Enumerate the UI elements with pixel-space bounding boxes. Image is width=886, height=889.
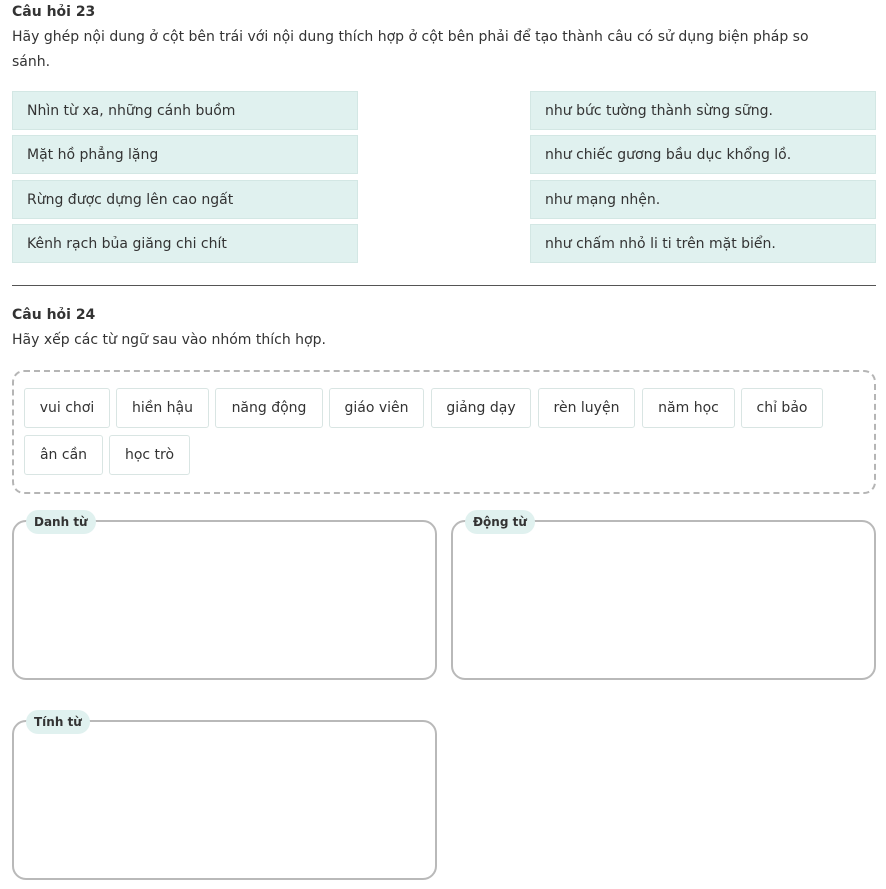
word-bank[interactable] (12, 370, 876, 494)
question-divider (12, 285, 876, 286)
question-24-instruction: Hãy xếp các từ ngữ sau vào nhóm thích hợp. (12, 332, 326, 348)
match-left-item-2[interactable]: Mặt hồ phẳng lặng (12, 135, 358, 174)
question-23-instruction (12, 25, 874, 75)
word-chip-ren-luyen[interactable]: rèn luyện (538, 388, 635, 428)
drop-zone-tinh-tu[interactable] (12, 715, 437, 880)
word-chip-hoc-tro[interactable]: học trò (109, 435, 190, 475)
question-23-instruction-line1: Hãy ghép nội dung ở cột bên trái với nội dung thích hợp ở cột bên phải để tạo thành câu có sử dụng biện pháp so (12, 29, 809, 45)
match-right-item-4[interactable]: như chấm nhỏ li ti trên mặt biển. (530, 224, 876, 263)
word-chip-hien-hau[interactable]: hiền hậu (116, 388, 209, 428)
question-24-title: Câu hỏi 24 (12, 307, 96, 323)
match-right-item-1[interactable]: như bức tường thành sừng sững. (530, 91, 876, 130)
word-chip-vui-choi[interactable]: vui chơi (24, 388, 110, 428)
match-left-item-4[interactable]: Kênh rạch bủa giăng chi chít (12, 224, 358, 263)
word-chip-giang-day[interactable]: giảng dạy (431, 388, 531, 428)
match-left-item-1[interactable]: Nhìn từ xa, những cánh buồm (12, 91, 358, 130)
group-label-danh-tu: Danh từ (26, 510, 96, 534)
word-chip-chi-bao[interactable]: chỉ bảo (741, 388, 823, 428)
drop-zone-dong-tu[interactable] (451, 515, 876, 680)
group-label-tinh-tu: Tính từ (26, 710, 90, 734)
word-chip-nang-dong[interactable]: năng động (215, 388, 323, 428)
match-right-item-2[interactable]: như chiếc gương bầu dục khổng lồ. (530, 135, 876, 174)
drop-zone-danh-tu[interactable] (12, 515, 437, 680)
group-label-dong-tu: Động từ (465, 510, 535, 534)
question-23-instruction-line2: sánh. (12, 54, 51, 70)
match-right-item-3[interactable]: như mạng nhện. (530, 180, 876, 219)
word-chip-nam-hoc[interactable]: năm học (642, 388, 735, 428)
word-chip-giao-vien[interactable]: giáo viên (329, 388, 424, 428)
match-left-item-3[interactable]: Rừng được dựng lên cao ngất (12, 180, 358, 219)
word-chip-an-can[interactable]: ân cần (24, 435, 103, 475)
question-23-title: Câu hỏi 23 (12, 4, 96, 20)
